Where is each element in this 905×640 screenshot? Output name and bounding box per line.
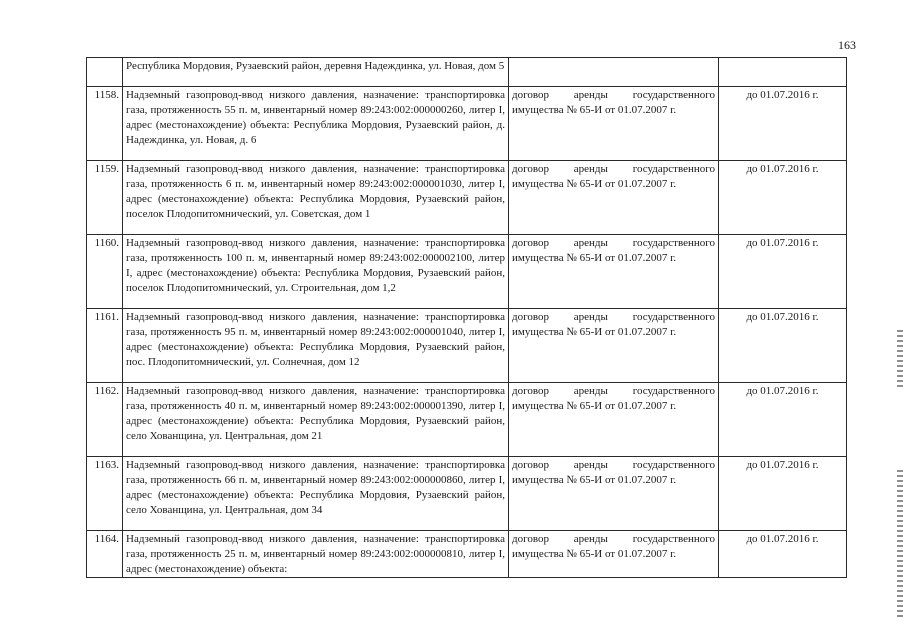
page-number: 163: [838, 38, 856, 52]
scan-edge-mark: [897, 330, 903, 390]
scan-edge-mark: [897, 470, 903, 620]
row-term: [719, 58, 847, 87]
row-description: Надземный газопровод-ввод низкого давления, назначение: транспортировка газа, протяженность 66 п. м, инвентарный номер 89:243:002:000000860, литер I, адрес (местонахождение) объекта: Республика Мордовия, Рузаевский район, село Хованщина, ул. Центральная, дом 34: [123, 457, 509, 531]
row-description: Надземный газопровод-ввод низкого давления, назначение: транспортировка газа, протяженность 25 п. м, инвентарный номер 89:243:002:000000810, литер I, адрес (местонахождение) объекта:: [123, 531, 509, 578]
row-term: до 01.07.2016 г.: [719, 235, 847, 309]
table-row: [87, 531, 847, 578]
row-basis: [509, 58, 719, 87]
row-number: 1162.: [87, 383, 123, 457]
row-basis: договор аренды государственного имущества № 65-И от 01.07.2007 г.: [509, 383, 719, 457]
row-basis: договор аренды государственного имущества № 65-И от 01.07.2007 г.: [509, 87, 719, 161]
row-basis: договор аренды государственного имущества № 65-И от 01.07.2007 г.: [509, 161, 719, 235]
row-term: до 01.07.2016 г.: [719, 309, 847, 383]
table-row: [87, 161, 847, 235]
row-term: до 01.07.2016 г.: [719, 531, 847, 578]
table-row: [87, 457, 847, 531]
row-basis: договор аренды государственного имущества № 65-И от 01.07.2007 г.: [509, 457, 719, 531]
row-number: 1158.: [87, 87, 123, 161]
row-term: до 01.07.2016 г.: [719, 161, 847, 235]
row-number: [87, 58, 123, 87]
table-row: [87, 309, 847, 383]
row-description: Надземный газопровод-ввод низкого давления, назначение: транспортировка газа, протяженность 6 п. м, инвентарный номер 89:243:002:000001030, литер I, адрес (местонахождение) объекта: Республика Мордовия, Рузаевский район, поселок Плодопитомнический, ул. Советская, дом 1: [123, 161, 509, 235]
row-term: до 01.07.2016 г.: [719, 457, 847, 531]
row-number: 1161.: [87, 309, 123, 383]
row-basis: договор аренды государственного имущества № 65-И от 01.07.2007 г.: [509, 309, 719, 383]
row-basis: договор аренды государственного имущества № 65-И от 01.07.2007 г.: [509, 531, 719, 578]
table-row: [87, 235, 847, 309]
row-term: до 01.07.2016 г.: [719, 383, 847, 457]
row-description: Надземный газопровод-ввод низкого давления, назначение: транспортировка газа, протяженность 100 п. м, инвентарный номер 89:243:002:000002100, литер I, адрес (местонахождение) объекта: Республика Мордовия, Рузаевский район, поселок Плодопитомнический, ул. Строительная, дом 1,2: [123, 235, 509, 309]
row-term: до 01.07.2016 г.: [719, 87, 847, 161]
row-description: Надземный газопровод-ввод низкого давления, назначение: транспортировка газа, протяженность 55 п. м, инвентарный номер 89:243:002:000000260, литер I, адрес (местонахождение) объекта: Республика Мордовия, Рузаевский район, д. Надеждинка, ул. Новая, д. 6: [123, 87, 509, 161]
row-number: 1163.: [87, 457, 123, 531]
table-row: [87, 87, 847, 161]
row-basis: договор аренды государственного имущества № 65-И от 01.07.2007 г.: [509, 235, 719, 309]
row-description: Надземный газопровод-ввод низкого давления, назначение: транспортировка газа, протяженность 40 п. м, инвентарный номер 89:243:002:000001390, литер I, адрес (местонахождение) объекта: Республика Мордовия, Рузаевский район, село Хованщина, ул. Центральная, дом 21: [123, 383, 509, 457]
property-table: [86, 57, 847, 578]
row-number: 1159.: [87, 161, 123, 235]
row-number: 1160.: [87, 235, 123, 309]
table-row: [87, 383, 847, 457]
row-description: Надземный газопровод-ввод низкого давления, назначение: транспортировка газа, протяженность 95 п. м, инвентарный номер 89:243:002:000001040, литер I, адрес (местонахождение) объекта: Республика Мордовия, Рузаевский район, пос. Плодопитомнический, ул. Солнечная, дом 12: [123, 309, 509, 383]
row-number: 1164.: [87, 531, 123, 578]
row-description: Республика Мордовия, Рузаевский район, деревня Надеждинка, ул. Новая, дом 5: [123, 58, 509, 87]
table-row-continuation: [87, 58, 847, 87]
